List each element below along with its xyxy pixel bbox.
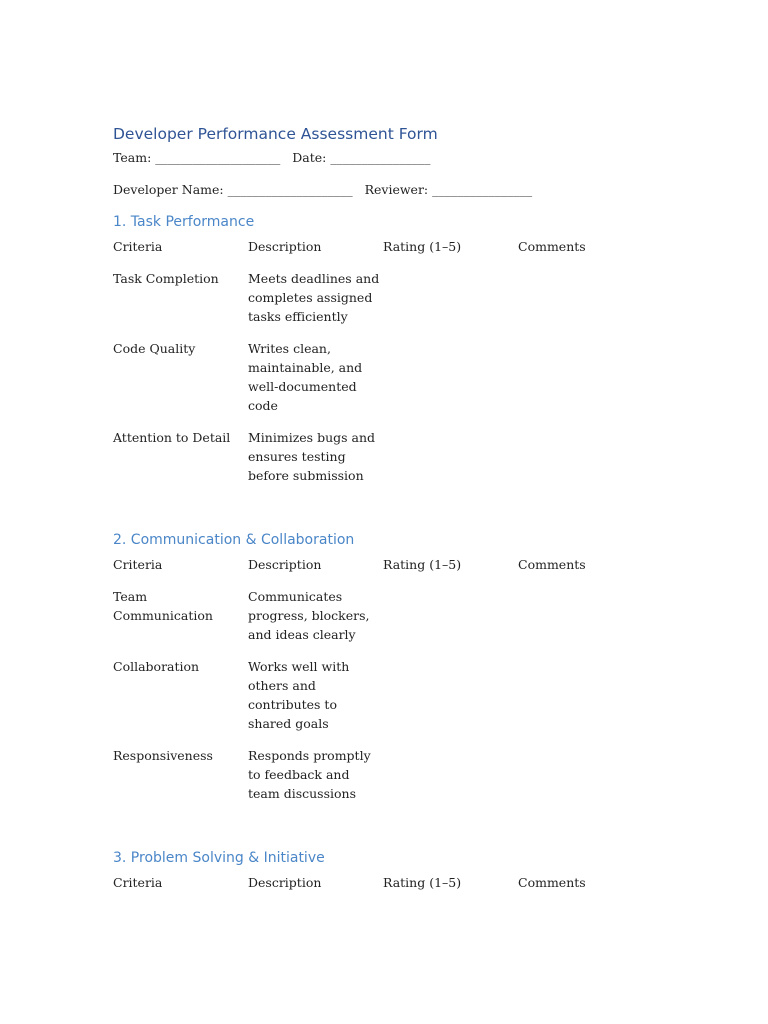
description-cell: Communicates progress, blockers, and ideas clearly: [248, 589, 370, 642]
team-date-line: [113, 150, 430, 165]
header-comments: Comments: [518, 875, 586, 890]
task-performance-table: [113, 237, 673, 498]
header-criteria: Criteria: [113, 239, 163, 254]
criteria-cell: Code Quality: [113, 341, 196, 356]
table-header-row: [113, 237, 673, 269]
table-row: [113, 339, 673, 415]
header-description: Description: [248, 875, 322, 890]
reviewer-field[interactable]: Reviewer: ________________: [364, 182, 533, 197]
table-row: [113, 428, 673, 485]
header-comments: Comments: [518, 557, 586, 572]
criteria-cell: Collaboration: [113, 659, 200, 674]
section-heading-task-performance: 1. Task Performance: [113, 214, 255, 230]
table-header-row: [113, 555, 673, 587]
date-field[interactable]: Date: ________________: [292, 150, 431, 165]
table-row: [113, 746, 673, 803]
criteria-cell: Team Communication: [113, 589, 213, 623]
section-heading-problem-solving-initiative: 3. Problem Solving & Initiative: [113, 850, 325, 866]
communication-collaboration-table: [113, 555, 673, 816]
table-row: [113, 657, 673, 733]
table-row: [113, 269, 673, 326]
team-field[interactable]: Team: ____________________: [113, 150, 281, 165]
header-rating: Rating (1–5): [383, 239, 462, 254]
criteria-cell: Responsiveness: [113, 748, 213, 763]
description-cell: Works well with others and contributes to shared goals: [248, 659, 350, 731]
header-description: Description: [248, 239, 322, 254]
description-cell: Meets deadlines and completes assigned tasks efficiently: [248, 271, 380, 324]
developer-reviewer-line: [113, 182, 532, 197]
section-heading-communication-collaboration: 2. Communication & Collaboration: [113, 532, 355, 548]
problem-solving-initiative-table: [113, 873, 673, 905]
header-description: Description: [248, 557, 322, 572]
header-comments: Comments: [518, 239, 586, 254]
developer-name-field[interactable]: Developer Name: ____________________: [113, 182, 353, 197]
header-criteria: Criteria: [113, 557, 163, 572]
table-header-row: [113, 873, 673, 905]
header-rating: Rating (1–5): [383, 557, 462, 572]
document-title: Developer Performance Assessment Form: [113, 125, 438, 143]
criteria-cell: Task Completion: [113, 271, 219, 286]
header-rating: Rating (1–5): [383, 875, 462, 890]
description-cell: Writes clean, maintainable, and well-documented code: [248, 341, 363, 413]
description-cell: Minimizes bugs and ensures testing before submission: [248, 430, 376, 483]
header-criteria: Criteria: [113, 875, 163, 890]
table-row: [113, 587, 673, 644]
criteria-cell: Attention to Detail: [113, 430, 231, 445]
description-cell: Responds promptly to feedback and team discussions: [248, 748, 371, 801]
